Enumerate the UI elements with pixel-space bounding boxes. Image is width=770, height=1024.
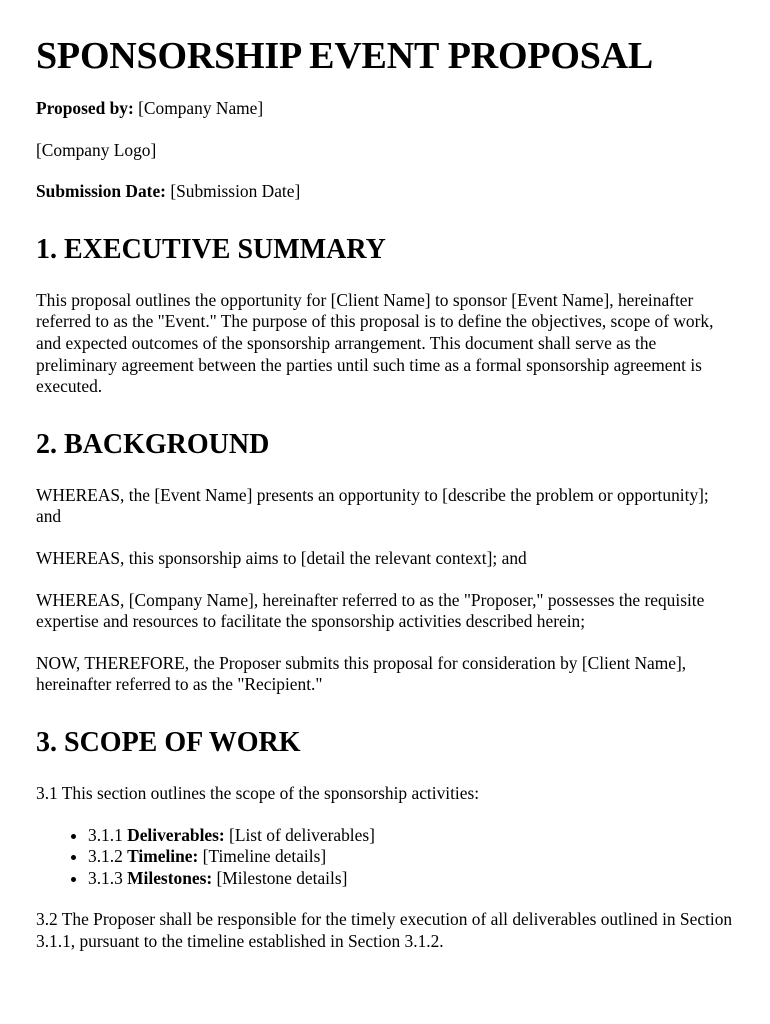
submission-date-value: [Submission Date] xyxy=(165,181,301,202)
item-value: [List of deliverables] xyxy=(224,824,375,845)
proposed-by-label: Proposed by: xyxy=(36,98,134,118)
scope-intro: 3.1 This section outlines the scope of the sponsorship activities: xyxy=(36,782,480,803)
scope-of-work-heading: 3. SCOPE OF WORK xyxy=(36,726,301,758)
background-paragraph: WHEREAS, the [Event Name] presents an opportunity to [describe the problem or opportunity]; and xyxy=(36,484,709,527)
item-number: 3.1.3 xyxy=(88,867,128,888)
list-item xyxy=(88,825,734,847)
scope-items-list xyxy=(36,825,734,890)
background-paragraph: WHEREAS, [Company Name], hereinafter referred to as the "Proposer," possesses the requisite expertise and resources to facilitate the sponsorship activities described herein; xyxy=(36,589,705,632)
list-item xyxy=(88,868,734,890)
background-paragraph: NOW, THEREFORE, the Proposer submits this proposal for consideration by [Client Name], hereinafter referred to as the "Recipient." xyxy=(36,652,687,695)
item-label: Milestones: xyxy=(127,867,213,888)
list-item xyxy=(88,846,734,868)
item-label: Timeline: xyxy=(127,846,199,867)
proposed-by-value: [Company Name] xyxy=(133,98,264,118)
executive-summary-heading: 1. EXECUTIVE SUMMARY xyxy=(36,233,386,265)
background-paragraph: WHEREAS, this sponsorship aims to [detail the relevant context]; and xyxy=(36,547,527,568)
company-logo-placeholder: [Company Logo] xyxy=(36,139,157,160)
item-number: 3.1.1 xyxy=(88,824,128,845)
submission-date-label: Submission Date: xyxy=(36,181,166,202)
executive-summary-body: This proposal outlines the opportunity for [Client Name] to sponsor [Event Name], hereinafter referred to as the "Event." The purpose of this proposal is to define the objectives, scope of work, and expected outcomes of the sponsorship arrangement. This document shall serve as the preliminary agreement between the parties until such time as a formal sponsorship agreement is executed. xyxy=(36,289,714,397)
submission-date-line xyxy=(36,181,734,203)
proposed-by-line xyxy=(36,98,734,120)
document-title: SPONSORSHIP EVENT PROPOSAL xyxy=(36,35,654,77)
item-number: 3.1.2 xyxy=(88,846,128,867)
background-heading: 2. BACKGROUND xyxy=(36,428,270,460)
item-value: [Timeline details] xyxy=(198,846,327,867)
clause-3-2: 3.2 The Proposer shall be responsible for the timely execution of all deliverables outlined in Section 3.1.1, pursuant to the timeline established in Section 3.1.2. xyxy=(36,909,733,951)
item-label: Deliverables: xyxy=(127,824,225,845)
item-value: [Milestone details] xyxy=(212,867,348,888)
